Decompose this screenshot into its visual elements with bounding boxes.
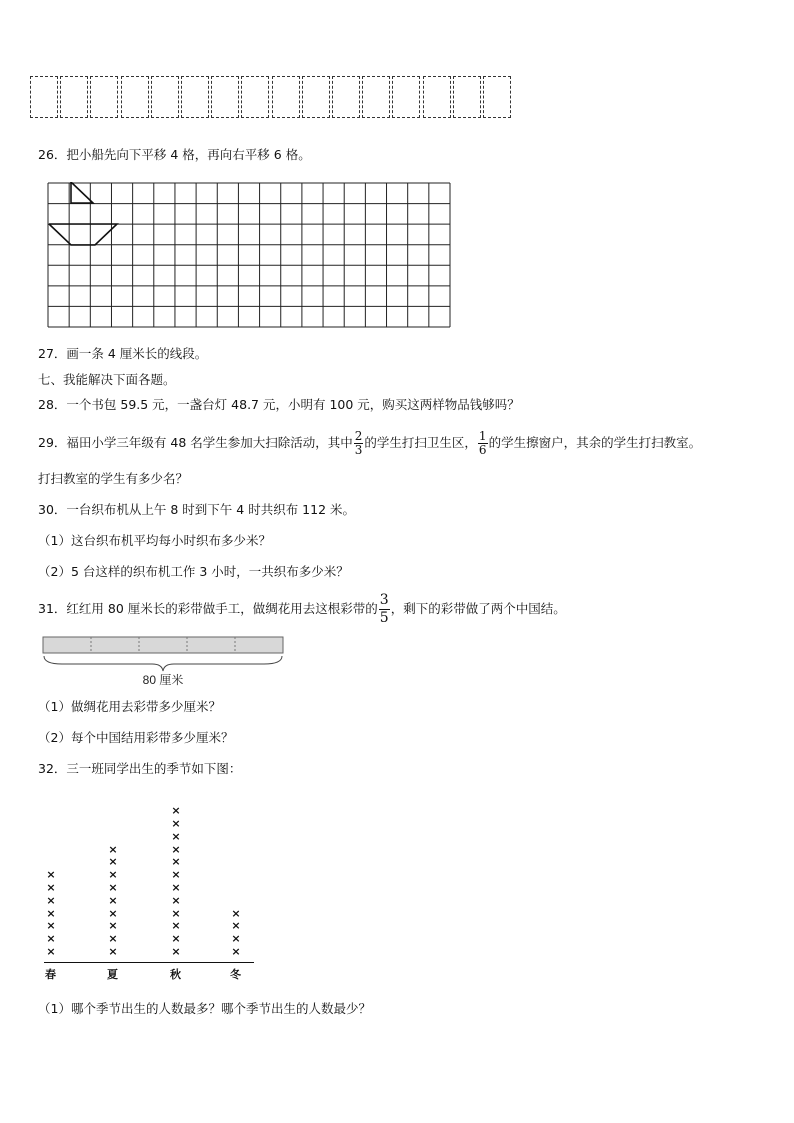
tally-mark: ×	[171, 906, 181, 920]
tally-mark: ×	[171, 868, 181, 882]
section-heading: 七、我能解决下面各题。	[38, 372, 176, 387]
writing-box[interactable]	[121, 76, 149, 118]
question-29-line2: 打扫教室的学生有多少名？	[38, 471, 189, 486]
question-31-sub2: （2）每个中国结用彩带多少厘米？	[38, 730, 234, 745]
tally-mark: ×	[171, 919, 181, 933]
tally-mark: ×	[108, 842, 118, 856]
tally-mark: ×	[231, 932, 241, 946]
fraction-three-fifths: $\frac{3}{5}$	[379, 592, 389, 626]
tally-mark: ×	[171, 817, 181, 830]
question-26: 26．把小船先向下平移 4 格，再向右平移 6 格。	[38, 147, 311, 162]
writing-box[interactable]	[60, 76, 88, 118]
tally-mark: ×	[171, 829, 181, 843]
tally-mark: ×	[46, 932, 56, 946]
writing-box[interactable]	[483, 76, 511, 118]
fraction-one-sixth: $\frac{1}{6}$	[478, 429, 487, 457]
ribbon-diagram	[42, 634, 286, 688]
boat-grid	[47, 182, 451, 328]
writing-box[interactable]	[241, 76, 269, 118]
tally-mark: ×	[108, 881, 118, 894]
tally-mark: ×	[46, 906, 56, 920]
writing-box[interactable]	[362, 76, 390, 118]
question-28: 28．一个书包 59.5 元，一盏台灯 48.7 元，小明有 100 元，购买这两样物品钱够吗？	[38, 397, 520, 412]
question-29	[38, 428, 701, 458]
season-label: 冬	[230, 968, 241, 981]
writing-box[interactable]	[272, 76, 300, 118]
boat-icon	[49, 182, 117, 245]
writing-box[interactable]	[302, 76, 330, 118]
tally-mark: ×	[46, 919, 56, 933]
tally-mark: ×	[231, 945, 241, 958]
chart-axis-line	[44, 962, 254, 963]
question-29-text-b: 的学生打扫卫生区，	[364, 435, 477, 450]
tally-mark: ×	[231, 906, 241, 920]
writing-box[interactable]	[392, 76, 420, 118]
question-30: 30．一台织布机从上午 8 时到下午 4 时共织布 112 米。	[38, 502, 356, 517]
question-29-text-c: 的学生擦窗户，其余的学生打扫教室。	[488, 435, 702, 450]
tally-mark: ×	[46, 945, 56, 958]
writing-box[interactable]	[30, 76, 58, 118]
season-label: 春	[45, 968, 56, 981]
tally-mark: ×	[108, 855, 118, 869]
tally-mark: ×	[171, 945, 181, 958]
season-label: 秋	[170, 968, 181, 981]
question-31-sub1: （1）做绸花用去彩带多少厘米？	[38, 699, 221, 714]
question-31-text-a: 31．红红用 80 厘米长的彩带做手工，做绸花用去这根彩带的	[38, 601, 378, 616]
writing-box[interactable]	[211, 76, 239, 118]
question-27: 27．画一条 4 厘米长的线段。	[38, 346, 208, 361]
tally-mark: ×	[171, 932, 181, 946]
tally-mark: ×	[108, 893, 118, 907]
tally-mark: ×	[171, 855, 181, 869]
fraction-two-thirds: $\frac{2}{3}$	[354, 429, 363, 457]
question-30-sub2: （2）5 台这样的织布机工作 3 小时，一共织布多少米？	[38, 564, 349, 579]
ribbon-length-label: 80 厘米	[142, 673, 184, 687]
writing-box[interactable]	[90, 76, 118, 118]
season-label: 夏	[107, 968, 118, 981]
writing-box[interactable]	[332, 76, 360, 118]
boat-sail	[71, 182, 93, 203]
ribbon-bar	[43, 637, 283, 653]
tally-mark: ×	[108, 945, 118, 958]
tally-mark: ×	[231, 919, 241, 933]
tally-mark: ×	[171, 804, 181, 818]
tally-mark: ×	[46, 881, 56, 894]
question-29-text-a: 29．福田小学三年级有 48 名学生参加大扫除活动，其中	[38, 435, 353, 450]
question-32: 32．三一班同学出生的季节如下图：	[38, 761, 242, 776]
boat-hull	[49, 224, 117, 245]
question-31-text-b: ，剩下的彩带做了两个中国结。	[390, 601, 566, 616]
tally-mark: ×	[46, 868, 56, 882]
ribbon-brace	[44, 656, 282, 671]
tally-mark: ×	[108, 906, 118, 920]
writing-box[interactable]	[453, 76, 481, 118]
tally-mark: ×	[108, 932, 118, 946]
writing-box[interactable]	[423, 76, 451, 118]
writing-box[interactable]	[181, 76, 209, 118]
question-30-sub1: （1）这台织布机平均每小时织布多少米？	[38, 533, 271, 548]
question-32-sub1: （1）哪个季节出生的人数最多？哪个季节出生的人数最少？	[38, 1001, 371, 1016]
tally-mark: ×	[46, 893, 56, 907]
tally-mark: ×	[108, 868, 118, 882]
writing-box[interactable]	[151, 76, 179, 118]
question-31	[38, 592, 566, 627]
tally-mark: ×	[171, 881, 181, 894]
tally-mark: ×	[108, 919, 118, 933]
tally-mark: ×	[171, 842, 181, 856]
tally-mark: ×	[171, 893, 181, 907]
